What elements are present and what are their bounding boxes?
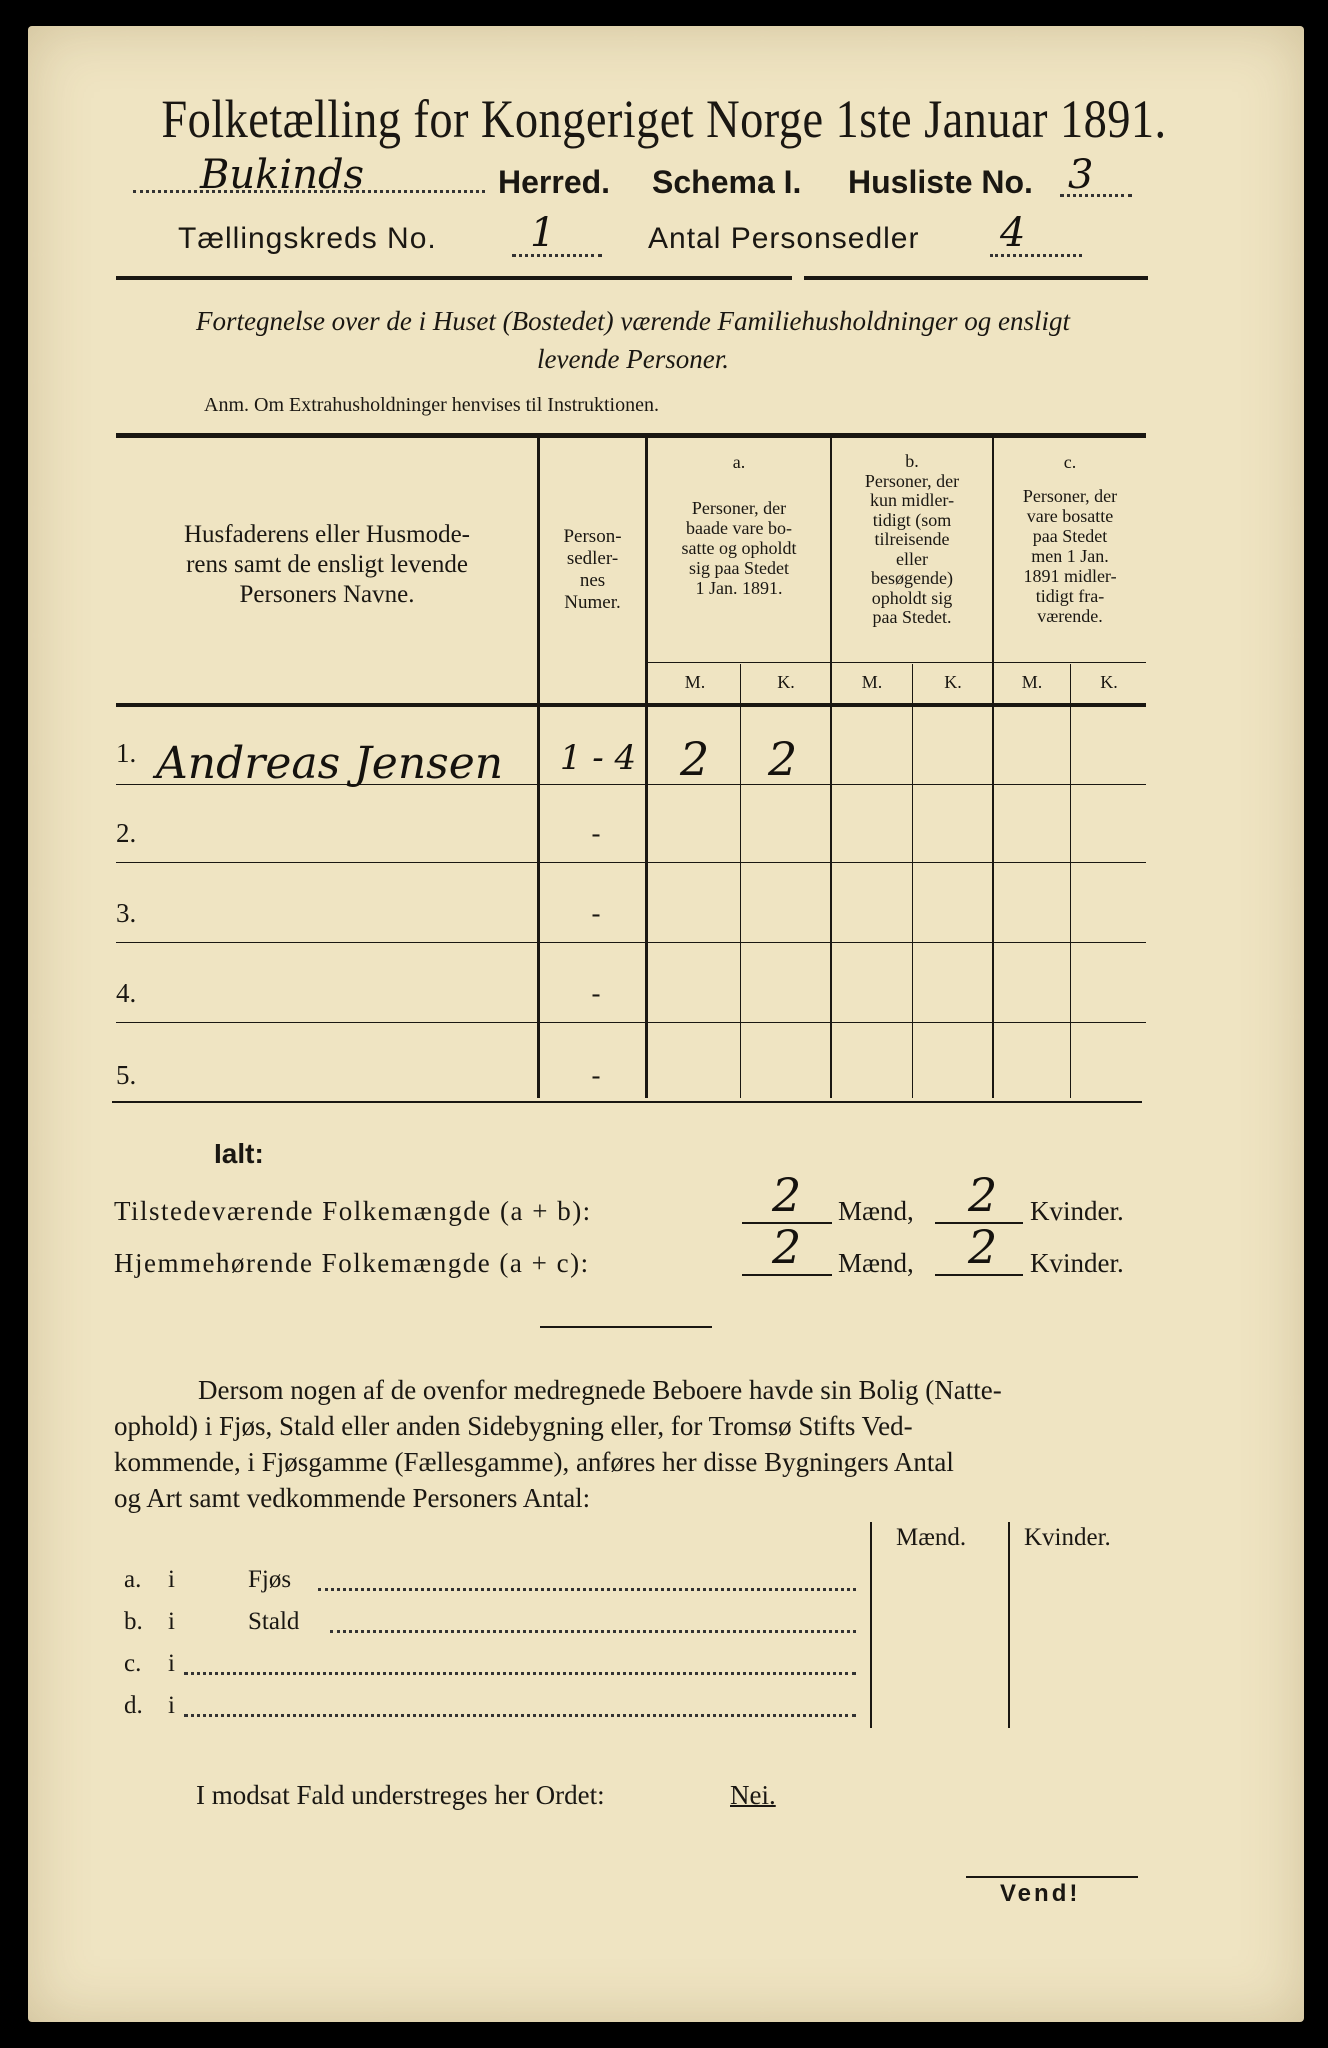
tilstede-kvinder: Kvinder. bbox=[1030, 1196, 1124, 1226]
vend-rule bbox=[966, 1876, 1138, 1878]
bldg-col-kvinder: Kvinder. bbox=[1024, 1524, 1111, 1551]
table-row-num: 3. bbox=[116, 898, 137, 928]
herred-name: Bukinds bbox=[200, 152, 365, 198]
hjemme-maend: Mænd, bbox=[838, 1248, 914, 1278]
bldg-item-dots bbox=[184, 1704, 856, 1717]
bldg-item-dots bbox=[330, 1620, 856, 1633]
kreds-number: 1 bbox=[530, 210, 556, 256]
kreds-label: Tællingskreds No. bbox=[178, 222, 437, 255]
table-row-num: 5. bbox=[116, 1060, 137, 1090]
schema-label: Schema I. bbox=[652, 164, 802, 200]
bldg-item-dots bbox=[318, 1578, 856, 1591]
herred-label: Herred. bbox=[498, 164, 611, 200]
table-row-a-k: 2 bbox=[768, 732, 798, 786]
kreds-field bbox=[512, 228, 602, 257]
bldg-item-letter: c. bbox=[124, 1650, 142, 1677]
b-m-label: M. bbox=[861, 672, 883, 692]
antal-number: 4 bbox=[1000, 210, 1026, 256]
bldg-item-prep: i bbox=[168, 1566, 175, 1593]
col-divider-bm bbox=[912, 664, 913, 1098]
table-row-num: 2. bbox=[116, 818, 137, 848]
header-rule-gap bbox=[792, 275, 804, 281]
bldg-item-label: Stald bbox=[248, 1608, 300, 1635]
table-row-numer: - bbox=[591, 1060, 601, 1090]
c-m-label: M. bbox=[1021, 672, 1043, 692]
header-col-c: c. Personer, der vare bosatte paa Stedet men 1 Jan. 1891 midler- tidigt fra- værende. bbox=[1022, 452, 1118, 626]
tilstede-m-value: 2 bbox=[772, 1168, 802, 1222]
hjemme-label: Hjemmehørende Folkemængde (a + c): bbox=[114, 1248, 590, 1278]
intro-line-1: Fortegnelse over de i Huset (Bostedet) værende Familiehusholdninger og ensligt bbox=[195, 306, 1071, 336]
husliste-number: 3 bbox=[1068, 152, 1094, 198]
bldg-divider-1 bbox=[870, 1522, 872, 1728]
b-k-label: K. bbox=[944, 672, 962, 692]
bldg-item-letter: b. bbox=[124, 1608, 143, 1635]
table-row-numer: - bbox=[591, 898, 601, 928]
table-row-num: 1. bbox=[116, 738, 137, 768]
separator-rule bbox=[540, 1326, 712, 1328]
a-m-label: M. bbox=[684, 672, 706, 692]
table-bottom-rule bbox=[112, 1101, 1142, 1103]
bldg-item-prep: i bbox=[168, 1650, 175, 1677]
mk-rule-b bbox=[832, 662, 992, 663]
bldg-item-letter: a. bbox=[124, 1566, 142, 1593]
table-row-numer: - bbox=[591, 818, 601, 848]
nei-word: Nei. bbox=[730, 1780, 776, 1810]
header-col-b: b. Personer, der kun midler- tidigt (som tilreisende eller besøgende) opholdt sig paa Stedet. bbox=[864, 451, 960, 627]
hjemme-m-value: 2 bbox=[772, 1220, 802, 1274]
bldg-item-label: Fjøs bbox=[248, 1566, 292, 1593]
col-divider-cm bbox=[1070, 664, 1071, 1098]
mk-rule-c bbox=[994, 662, 1146, 663]
tilstede-maend: Mænd, bbox=[838, 1196, 914, 1226]
buildings-paragraph: Dersom nogen af de ovenfor medregnede Beboere havde sin Bolig (Natte- ophold) i Fjøs, Stald eller anden Sidebygning eller, for Tromsø Stifts Ved- kommende, i Fjøsgamme (Fællesgamme), anføres her disse Bygningers Antal og Art samt vedkommende Personers Antal: bbox=[114, 1375, 1002, 1513]
bldg-item-dots bbox=[184, 1662, 856, 1675]
hjemme-k-line bbox=[935, 1274, 1023, 1276]
bldg-col-maend: Mænd. bbox=[896, 1524, 967, 1551]
hjemme-m-line bbox=[742, 1274, 832, 1276]
col-divider-am bbox=[740, 664, 741, 1098]
husliste-label: Husliste No. bbox=[848, 164, 1033, 200]
row-rule-3 bbox=[116, 942, 1146, 943]
bldg-divider-2 bbox=[1008, 1522, 1010, 1728]
row-rule-4 bbox=[116, 1022, 1146, 1023]
table-row-numer: - bbox=[591, 978, 601, 1008]
bldg-item-prep: i bbox=[168, 1608, 175, 1635]
bldg-item-letter: d. bbox=[124, 1692, 143, 1719]
header-rule bbox=[116, 276, 1148, 280]
vend-text: Vend! bbox=[1000, 1880, 1081, 1907]
header-numer: Person- sedler- nes Numer. bbox=[563, 526, 622, 613]
hjemme-k-value: 2 bbox=[968, 1220, 998, 1274]
tilstede-label: Tilstedeværende Folkemængde (a + b): bbox=[114, 1196, 592, 1226]
ialt-label: Ialt: bbox=[214, 1138, 264, 1169]
row-rule-2 bbox=[116, 862, 1146, 863]
tilstede-k-value: 2 bbox=[968, 1168, 998, 1222]
mk-rule-a bbox=[648, 662, 830, 663]
table-row-numer: 1 - 4 bbox=[559, 738, 637, 778]
hjemme-kvinder: Kvinder. bbox=[1030, 1248, 1124, 1278]
modsat-text: I modsat Fald understreges her Ordet: bbox=[196, 1780, 605, 1810]
bldg-item-prep: i bbox=[168, 1692, 175, 1719]
c-k-label: K. bbox=[1100, 672, 1118, 692]
table-row-a-m: 2 bbox=[680, 732, 710, 786]
antal-label: Antal Personsedler bbox=[648, 222, 920, 255]
a-k-label: K. bbox=[777, 672, 795, 692]
table-row-num: 4. bbox=[116, 978, 137, 1008]
intro-line-2: levende Personer. bbox=[537, 344, 729, 374]
header-names: Husfaderens eller Husmode- rens samt de ensligt levende Personers Navne. bbox=[183, 521, 470, 608]
anm-note: Anm. Om Extrahusholdninger henvises til Instruktionen. bbox=[204, 394, 659, 416]
form-title: Folketælling for Kongeriget Norge 1ste Januar 1891. bbox=[161, 89, 1167, 149]
table-row-name: Andreas Jensen bbox=[156, 738, 504, 789]
header-col-a: a. Personer, der baade vare bo- satte og opholdt sig paa Stedet 1 Jan. 1891. bbox=[681, 452, 797, 598]
